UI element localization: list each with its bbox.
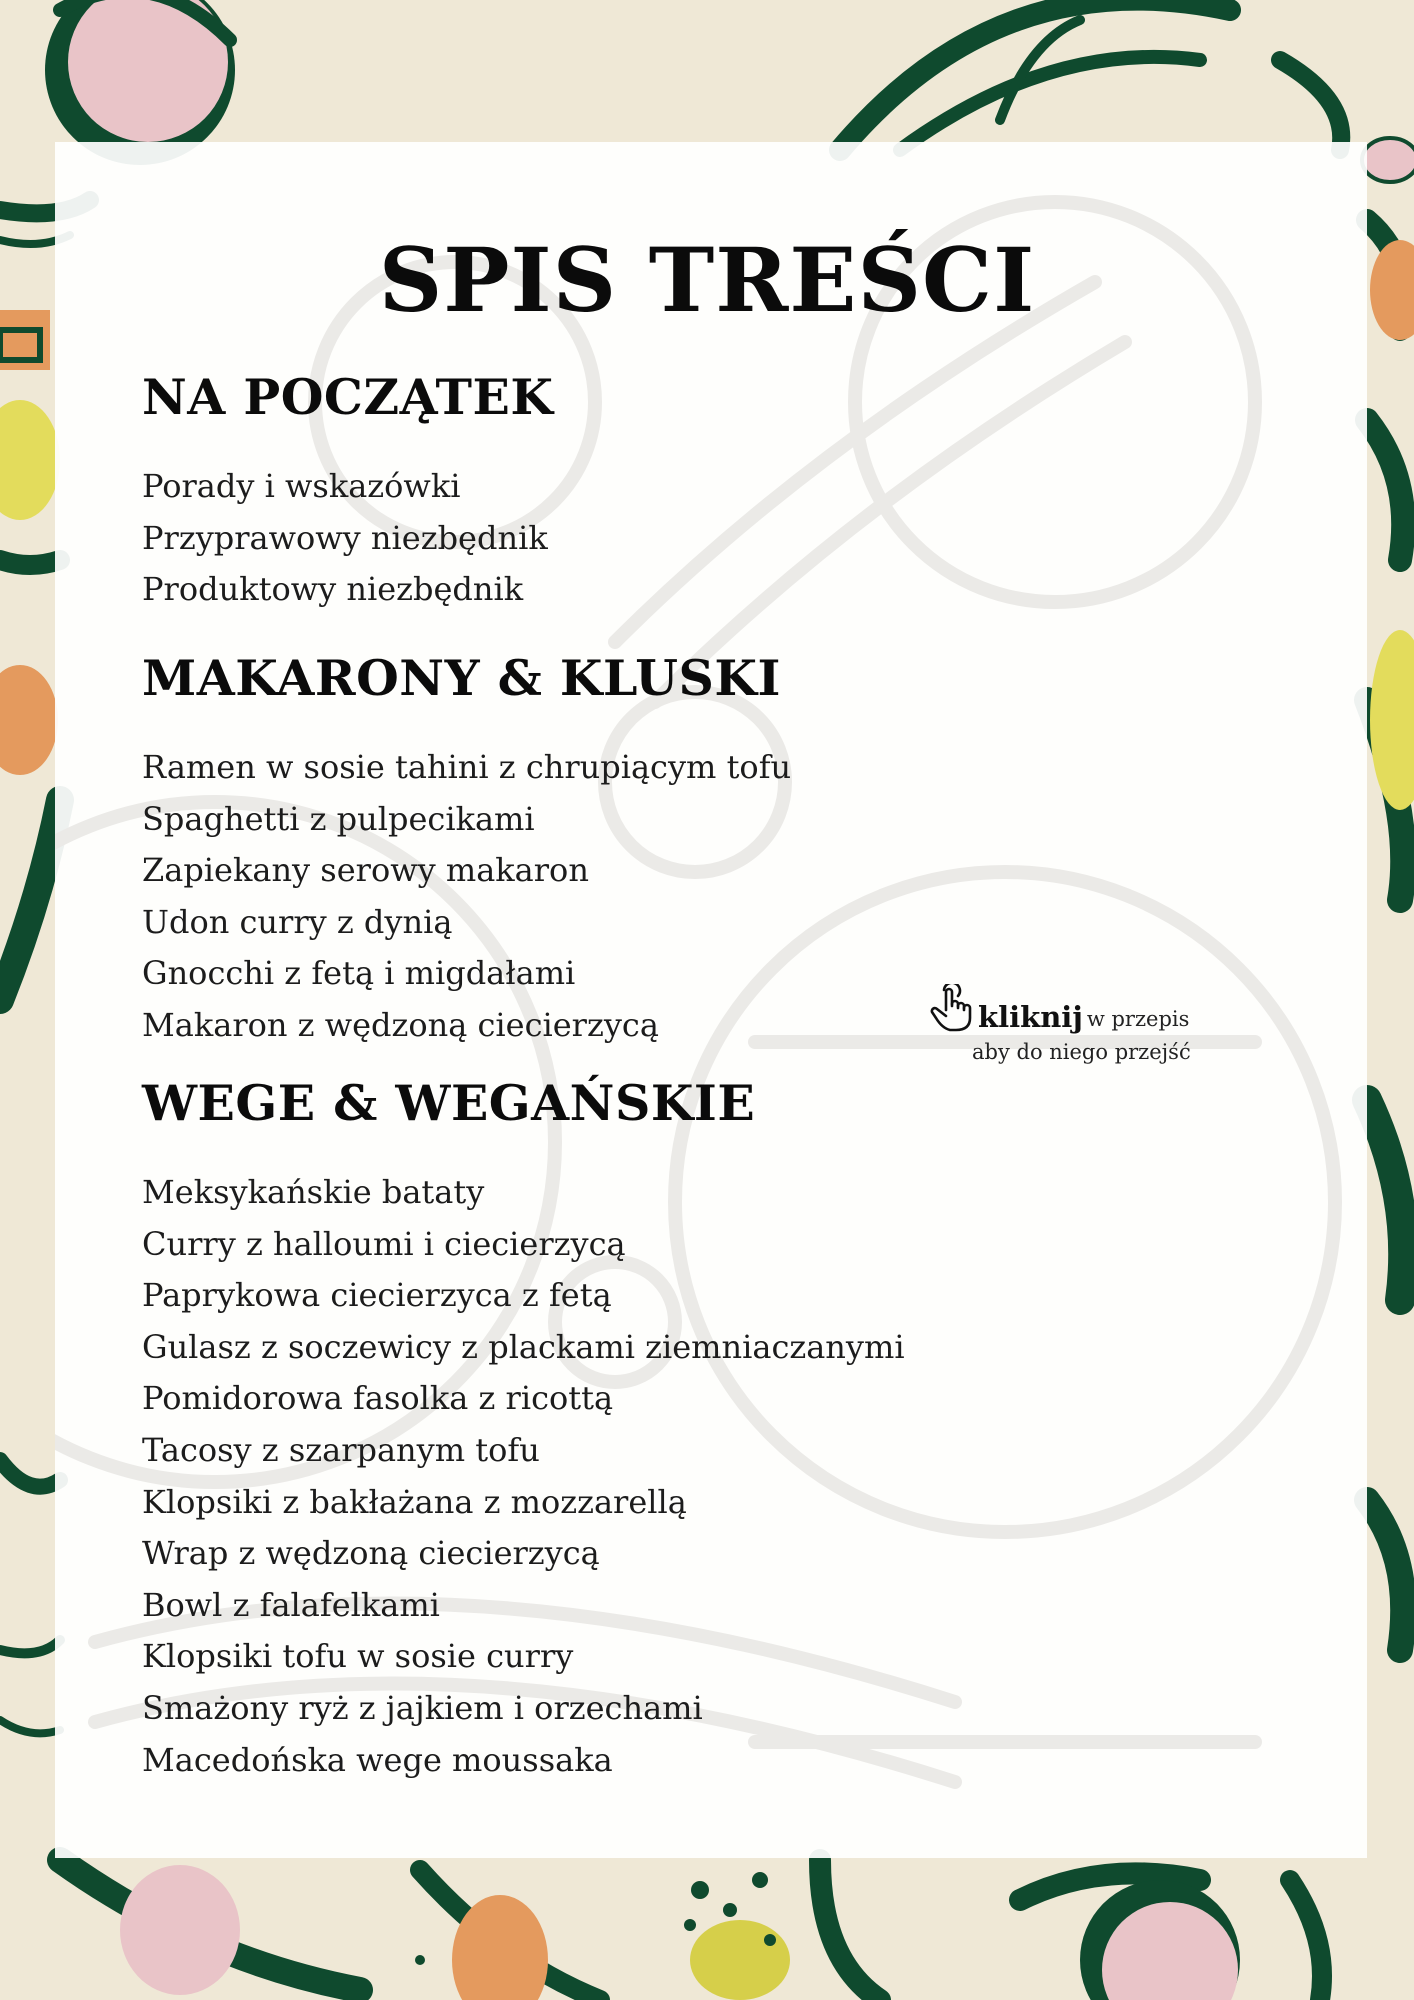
toc-item[interactable]: Macedońska wege moussaka (142, 1740, 613, 1779)
toc-item[interactable]: Ramen w sosie tahini z chrupiącym tofu (142, 748, 792, 786)
toc-item[interactable]: Udon curry z dynią (142, 902, 453, 941)
toc-item[interactable]: Bowl z falafelkami (142, 1585, 440, 1624)
toc-item[interactable]: Smażony ryż z jajkiem i orzechami (142, 1688, 703, 1727)
toc-item[interactable]: Porady i wskazówki (142, 467, 461, 505)
toc-item[interactable]: Curry z halloumi i ciecierzycą (142, 1224, 626, 1263)
toc-item[interactable]: Pomidorowa fasolka z ricottą (142, 1379, 614, 1418)
toc-item[interactable]: Meksykańskie bataty (142, 1173, 485, 1211)
section-heading-na-poczatek: NA POCZĄTEK (142, 368, 554, 426)
toc-list-makarony-kluski (142, 742, 791, 1052)
toc-item[interactable]: Gulasz z soczewicy z plackami ziemniaczanymi (142, 1327, 905, 1366)
pointing-hand-icon (930, 984, 974, 1032)
toc-item[interactable]: Zapiekany serowy makaron (142, 851, 589, 890)
toc-item[interactable]: Klopsiki z bakłażana z mozzarellą (142, 1482, 687, 1521)
toc-list-na-poczatek (142, 461, 548, 616)
hint-keyword: kliknij (978, 1000, 1083, 1034)
section-heading-makarony-kluski: MAKARONY & KLUSKI (142, 649, 781, 707)
toc-item[interactable]: Spaghetti z pulpecikami (142, 799, 535, 838)
toc-item[interactable]: Paprykowa ciecierzyca z fetą (142, 1276, 612, 1315)
hint-text: w przepis (1086, 1007, 1190, 1031)
toc-item[interactable]: Wrap z wędzoną ciecierzycą (142, 1534, 600, 1573)
toc-item[interactable]: Tacosy z szarpanym tofu (142, 1430, 540, 1469)
toc-item[interactable]: Przyprawowy niezbędnik (142, 518, 548, 557)
toc-item[interactable]: Klopsiki tofu w sosie curry (142, 1637, 574, 1676)
toc-list-wege-weganskie (142, 1167, 905, 1786)
toc-item[interactable]: Produktowy niezbędnik (142, 570, 524, 609)
hint-subtext: aby do niego przejść (972, 1040, 1191, 1064)
toc-item[interactable]: Makaron z wędzoną ciecierzycą (142, 1005, 659, 1044)
page-title: SPIS TREŚCI (378, 228, 1036, 332)
toc-item[interactable]: Gnocchi z fetą i migdałami (142, 954, 576, 993)
section-heading-wege-weganskie: WEGE & WEGAŃSKIE (142, 1074, 756, 1132)
click-hint (930, 984, 1210, 1064)
